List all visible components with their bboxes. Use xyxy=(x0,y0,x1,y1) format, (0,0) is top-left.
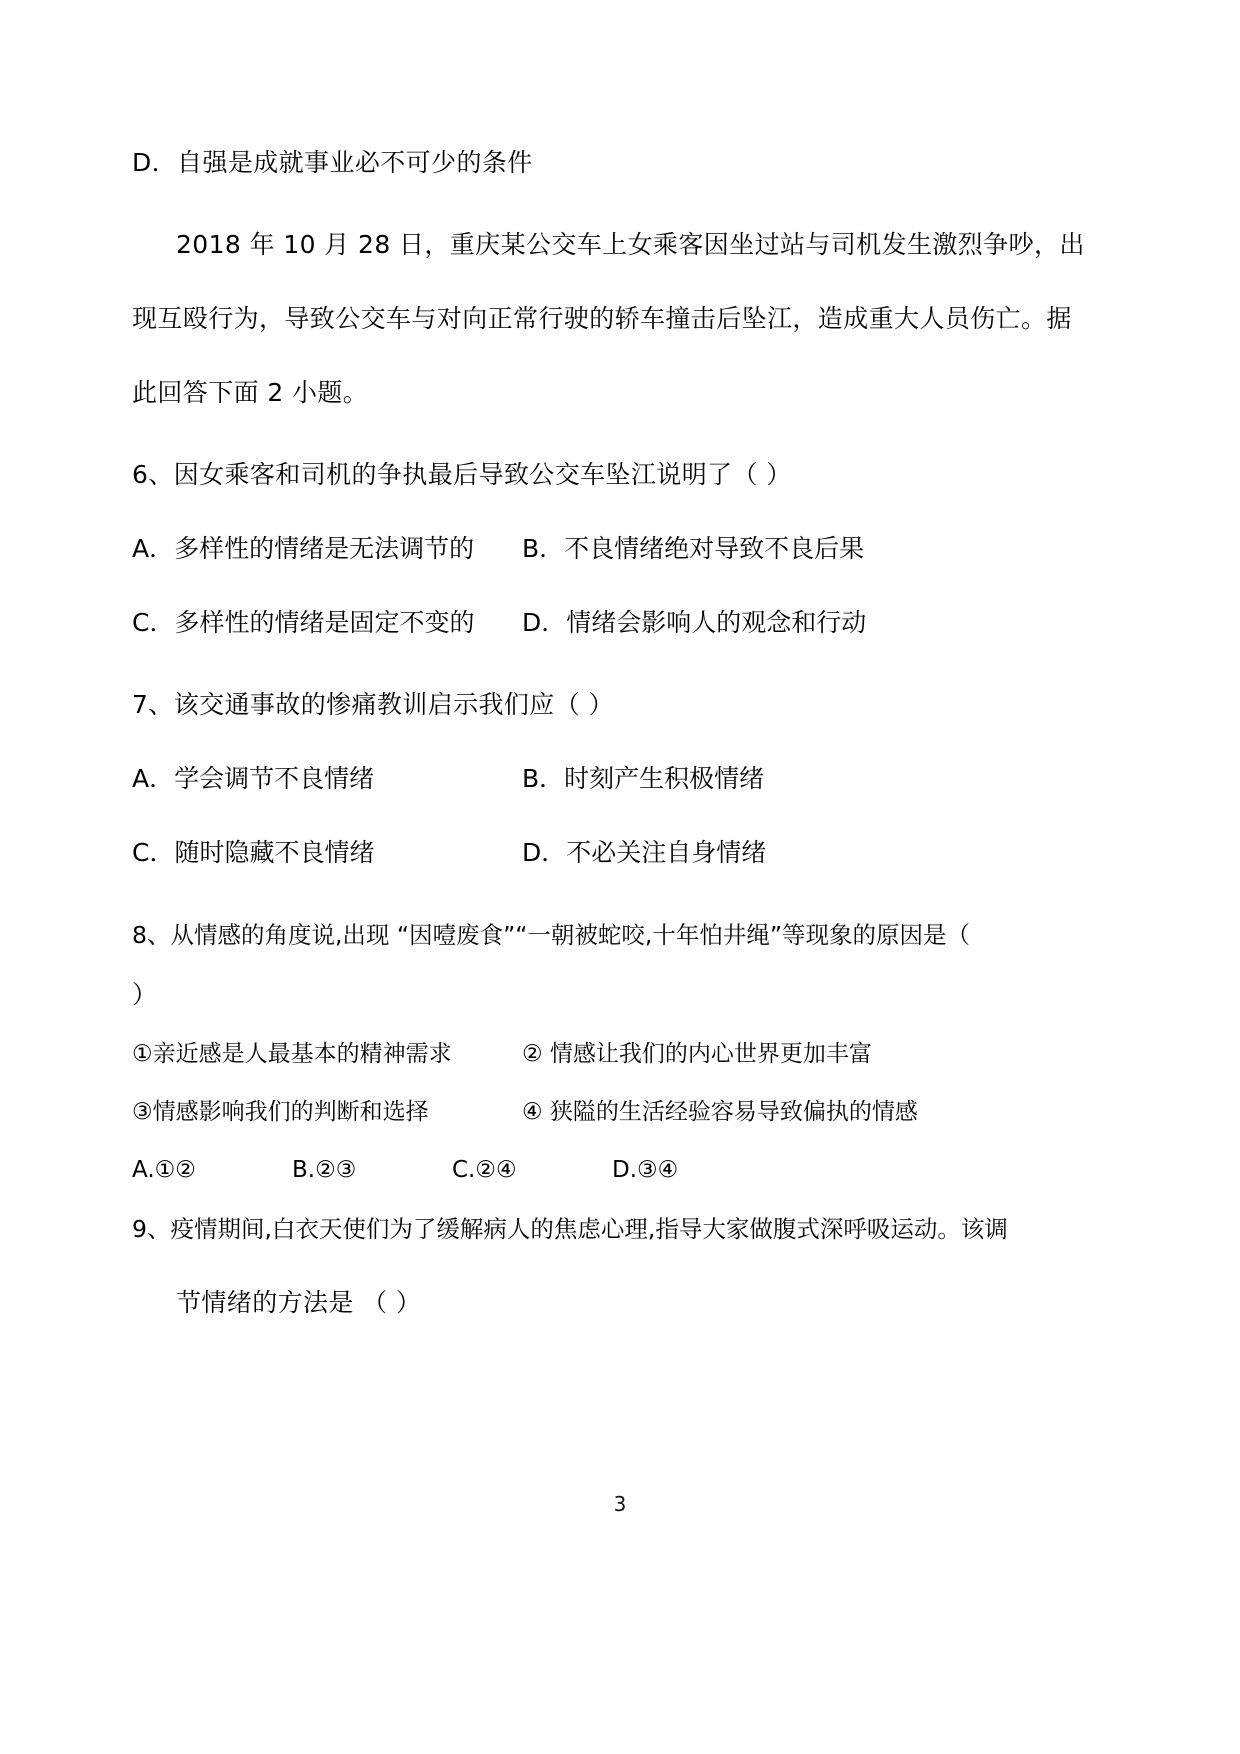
spacer xyxy=(132,490,1032,534)
question-7-stem: 7、该交通事故的惨痛教训启示我们应（ ） xyxy=(132,690,614,719)
question-6-option-a[interactable]: A．多样性的情绪是无法调节的 xyxy=(132,534,475,563)
question-9-stem-line-2: 节情绪的方法是 （ ） xyxy=(176,1288,422,1317)
spacer xyxy=(132,1126,1032,1156)
question-8-choice-a[interactable]: A.①② xyxy=(132,1157,196,1183)
spacer xyxy=(132,408,1032,460)
question-7-options-row-2 xyxy=(132,838,1032,868)
spacer xyxy=(132,868,1032,920)
material-line-1: 2018 年 10 月 28 日，重庆某公交车上女乘客因坐过站与司机发生激烈争吵，出 xyxy=(176,230,1085,259)
question-8-statement-1: ①亲近感是人最基本的精神需求 xyxy=(132,1041,452,1067)
question-8-choices-row xyxy=(132,1156,1032,1184)
previous-question-option-d: D．自强是成就事业必不可少的条件 xyxy=(132,148,533,177)
spacer xyxy=(132,794,1032,838)
spacer xyxy=(132,1010,1032,1040)
material-line-3: 此回答下面 2 小题。 xyxy=(132,378,369,407)
question-6-options-row-1 xyxy=(132,534,1032,564)
question-7-option-b[interactable]: B．时刻产生积极情绪 xyxy=(522,764,765,793)
spacer xyxy=(132,950,1032,980)
spacer xyxy=(132,260,1032,304)
spacer xyxy=(132,720,1032,764)
question-8-statements-row-2 xyxy=(132,1098,1032,1126)
question-6-stem: 6、因女乘客和司机的争执最后导致公交车坠江说明了（ ） xyxy=(132,460,792,489)
question-8-statement-4: ④ 狭隘的生活经验容易导致偏执的情感 xyxy=(522,1099,918,1125)
question-7-option-c[interactable]: C．随时隐藏不良情绪 xyxy=(132,838,375,867)
top-margin-spacer xyxy=(132,0,1032,148)
question-8-statements-row-1 xyxy=(132,1040,1032,1068)
question-6-option-d[interactable]: D．情绪会影响人的观念和行动 xyxy=(522,608,867,637)
question-9-stem-line-1: 9、疫情期间,白衣天使们为了缓解病人的焦虑心理,指导大家做腹式深呼吸运动。该调 xyxy=(132,1215,1008,1243)
spacer xyxy=(132,1184,1032,1214)
question-7-options-row-1 xyxy=(132,764,1032,794)
spacer xyxy=(132,1244,1032,1288)
question-8-choice-d[interactable]: D.③④ xyxy=(612,1157,679,1183)
question-8-stem-line-2: ） xyxy=(132,980,158,1009)
material-line-2: 现互殴行为，导致公交车与对向正常行驶的轿车撞击后坠江，造成重大人员伤亡。据 xyxy=(132,304,1072,333)
spacer xyxy=(132,178,1032,230)
question-6-option-b[interactable]: B．不良情绪绝对导致不良后果 xyxy=(522,534,865,563)
question-8-choice-c[interactable]: C.②④ xyxy=(452,1157,517,1183)
question-7-option-d[interactable]: D．不必关注自身情绪 xyxy=(522,838,767,867)
page-number: 3 xyxy=(613,1492,627,1516)
spacer xyxy=(132,1068,1032,1098)
page-content xyxy=(132,0,1085,1318)
question-8-statement-3: ③情感影响我们的判断和选择 xyxy=(132,1099,429,1125)
question-8-stem-line-1: 8、从情感的角度说,出现 “因噎废食”“一朝被蛇咬,十年怕井绳”等现象的原因是（ xyxy=(132,921,971,949)
question-8-choice-b[interactable]: B.②③ xyxy=(292,1157,357,1183)
question-7-option-a[interactable]: A．学会调节不良情绪 xyxy=(132,764,375,793)
question-8-statement-2: ② 情感让我们的内心世界更加丰富 xyxy=(522,1041,872,1067)
spacer xyxy=(132,334,1032,378)
question-6-options-row-2 xyxy=(132,608,1032,638)
question-6-option-c[interactable]: C．多样性的情绪是固定不变的 xyxy=(132,608,475,637)
spacer xyxy=(132,638,1032,690)
spacer xyxy=(132,564,1032,608)
